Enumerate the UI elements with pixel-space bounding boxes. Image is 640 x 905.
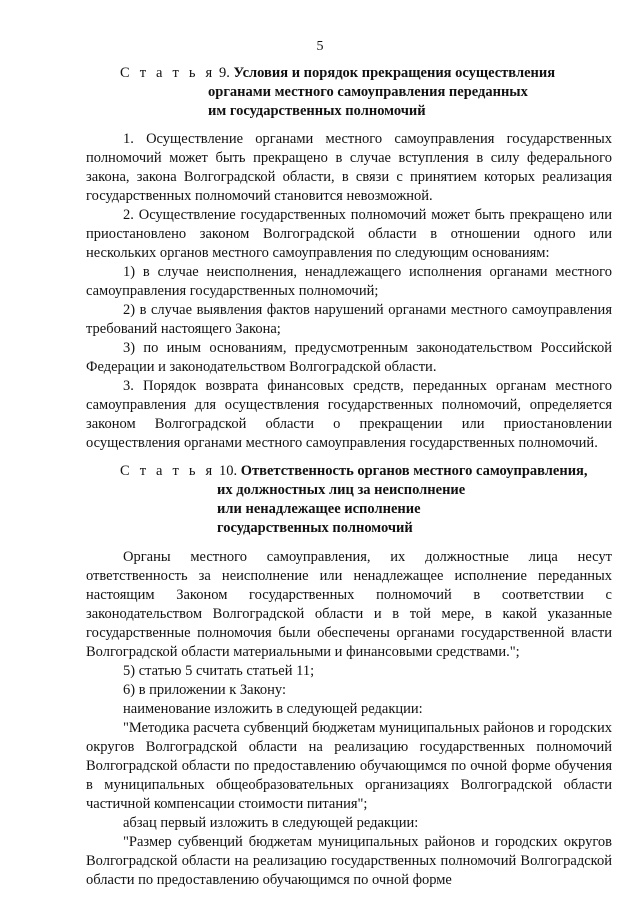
article-title-line: их должностных лиц за неисполнение: [217, 482, 466, 498]
article-title-line: органами местного самоуправления переданных: [208, 84, 528, 100]
paragraph: 1. Осуществление органами местного самоуправления государственных полномочий может быть прекращено в случае вступления в силу федерального закона, закона Волгоградской области, в связи с принятием которых реализация государственных полномочий становится невозможной.: [86, 131, 612, 204]
paragraph: 6) в приложении к Закону:: [123, 682, 287, 698]
page-number: 5: [316, 39, 324, 54]
article-title-line: государственных полномочий: [217, 520, 413, 536]
article-number: 10.: [219, 463, 238, 479]
article-title-line: им государственных полномочий: [208, 103, 426, 119]
paragraph: наименование изложить в следующей редакции:: [123, 701, 423, 717]
article-10-body: [86, 548, 612, 890]
article-10-heading: [120, 462, 588, 538]
paragraph: "Размер субвенций бюджетам муниципальных районов и городских округов Волгоградской области на реализацию государственных полномочий Волгоградской области по предоставлению обучающимся по очной форме: [86, 834, 612, 888]
article-9-heading: [120, 64, 555, 121]
paragraph: 5) статью 5 считать статьей 11;: [123, 663, 315, 679]
paragraph: 2. Осуществление государственных полномочий может быть прекращено или приостановлено законом Волгоградской области в отношении одного или нескольких органов местного самоуправления по следующим основаниям:: [86, 207, 612, 261]
article-title-line: или ненадлежащее исполнение: [217, 501, 421, 517]
article-9-body: [86, 130, 612, 453]
paragraph: "Методика расчета субвенций бюджетам муниципальных районов и городских округов Волгоградской области на реализацию государственных полномочий Волгоградской области по предоставлению обучающимся по очной форме обучения в муниципальных общеобразовательных организациях Волгоградской области частичной компенсации стоимости питания";: [86, 720, 612, 812]
paragraph: Органы местного самоуправления, их должностные лица несут ответственность за неисполнение или ненадлежащее исполнение переданных настоящим Законом государственных полномочий в соответствии с законодательством Волгоградской области и в той мере, в какой указанные государственные полномочия были обеспечены органами государственной власти Волгоградской области материальными и финансовыми средствами.";: [86, 549, 612, 660]
paragraph: 2) в случае выявления фактов нарушений органами местного самоуправления требований настоящего Закона;: [86, 302, 612, 337]
article-label: С т а т ь я: [120, 65, 216, 81]
paragraph: абзац первый изложить в следующей редакции:: [123, 815, 419, 831]
article-label: С т а т ь я: [120, 463, 216, 479]
article-number: 9.: [219, 65, 230, 81]
paragraph: 3) по иным основаниям, предусмотренным законодательством Российской Федерации и законодательством Волгоградской области.: [86, 340, 612, 375]
paragraph: 3. Порядок возврата финансовых средств, переданных органам местного самоуправления для осуществления государственных полномочий, определяется законом Волгоградской области о прекращении или приостановлении осуществления органами местного самоуправления государственных полномочий.: [86, 378, 612, 451]
paragraph: 1) в случае неисполнения, ненадлежащего исполнения органами местного самоуправления государственных полномочий;: [86, 264, 612, 299]
article-title-line: Ответственность органов местного самоуправления,: [240, 463, 588, 479]
article-title-line: Условия и порядок прекращения осуществления: [233, 65, 556, 81]
